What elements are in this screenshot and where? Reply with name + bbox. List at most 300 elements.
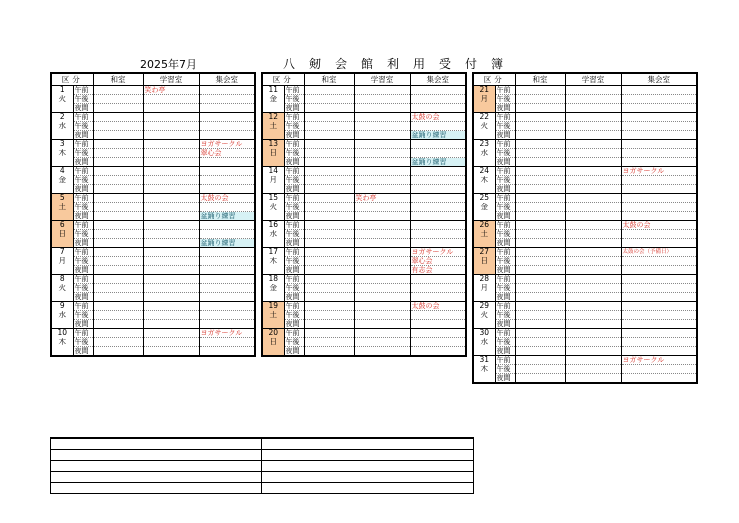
booking-cell-gakushu[interactable] (143, 149, 199, 158)
booking-cell-washitsu[interactable] (93, 140, 143, 149)
booking-cell-washitsu[interactable] (93, 86, 143, 95)
booking-cell-gakushu[interactable] (354, 140, 410, 149)
table-row (51, 266, 255, 275)
booking-cell-shukai[interactable] (199, 230, 255, 239)
booking-cell-gakushu[interactable] (354, 104, 410, 113)
booking-cell-gakushu[interactable] (565, 131, 621, 140)
booking-cell-shukai[interactable] (410, 122, 466, 131)
booking-cell-gakushu[interactable] (354, 338, 410, 347)
day-cell: 29 (473, 302, 495, 311)
booking-cell-shukai[interactable] (199, 221, 255, 230)
booking-cell-washitsu[interactable] (515, 275, 565, 284)
booking-cell-washitsu[interactable] (515, 230, 565, 239)
booking-cell-gakushu[interactable] (565, 86, 621, 95)
booking-cell-shukai[interactable] (199, 266, 255, 275)
booking-cell-gakushu[interactable] (354, 149, 410, 158)
period-label: 午前 (73, 221, 93, 230)
booking-cell-gakushu[interactable] (354, 302, 410, 311)
booking-cell-shukai[interactable]: 太鼓の会 (199, 194, 255, 203)
booking-cell-washitsu[interactable] (93, 176, 143, 185)
booking-cell-gakushu[interactable] (354, 176, 410, 185)
booking-cell-washitsu[interactable] (515, 167, 565, 176)
booking-cell-washitsu[interactable] (304, 266, 354, 275)
booking-cell-gakushu[interactable] (143, 122, 199, 131)
booking-cell-washitsu[interactable] (93, 293, 143, 302)
period-label: 午前 (73, 248, 93, 257)
booking-cell-gakushu[interactable] (354, 248, 410, 257)
booking-cell-shukai[interactable] (199, 311, 255, 320)
booking-cell-washitsu[interactable] (304, 104, 354, 113)
booking-cell-shukai[interactable] (410, 149, 466, 158)
table-row (262, 320, 466, 329)
booking-cell-gakushu[interactable] (565, 374, 621, 384)
booking-cell-washitsu[interactable] (304, 131, 354, 140)
booking-cell-gakushu[interactable] (565, 248, 621, 257)
booking-cell-washitsu[interactable] (93, 185, 143, 194)
booking-cell-washitsu[interactable] (93, 302, 143, 311)
booking-cell-gakushu[interactable] (143, 221, 199, 230)
booking-cell-washitsu[interactable] (93, 104, 143, 113)
booking-cell-shukai[interactable]: 太鼓の会 (410, 113, 466, 122)
booking-cell-washitsu[interactable] (515, 311, 565, 320)
booking-cell-washitsu[interactable] (304, 95, 354, 104)
booking-cell-gakushu[interactable] (354, 329, 410, 338)
booking-cell-shukai[interactable] (621, 329, 697, 338)
booking-cell-washitsu[interactable] (93, 167, 143, 176)
booking-cell-gakushu[interactable] (354, 266, 410, 275)
booking-cell-shukai[interactable] (621, 320, 697, 329)
booking-cell-gakushu[interactable] (565, 302, 621, 311)
table-row (473, 149, 697, 158)
booking-cell-washitsu[interactable] (93, 275, 143, 284)
booking-cell-shukai[interactable] (621, 266, 697, 275)
booking-cell-shukai[interactable] (199, 338, 255, 347)
booking-cell-gakushu[interactable] (565, 338, 621, 347)
booking-cell-shukai[interactable] (199, 293, 255, 302)
booking-cell-gakushu[interactable] (565, 257, 621, 266)
booking-cell-gakushu[interactable] (565, 356, 621, 365)
booking-cell-gakushu[interactable] (143, 257, 199, 266)
booking-cell-shukai[interactable] (621, 293, 697, 302)
booking-cell-gakushu[interactable] (354, 347, 410, 357)
booking-cell-shukai[interactable] (621, 149, 697, 158)
booking-cell-washitsu[interactable] (304, 347, 354, 357)
booking-cell-washitsu[interactable] (304, 158, 354, 167)
booking-cell-gakushu[interactable] (565, 347, 621, 356)
period-label: 午前 (73, 275, 93, 284)
booking-cell-shukai[interactable]: 太鼓の会 (410, 302, 466, 311)
booking-cell-gakushu[interactable] (143, 230, 199, 239)
booking-cell-washitsu[interactable] (515, 374, 565, 384)
booking-cell-shukai[interactable] (621, 131, 697, 140)
booking-cell-gakushu[interactable] (565, 329, 621, 338)
booking-cell-shukai[interactable] (199, 248, 255, 257)
booking-cell-washitsu[interactable] (515, 212, 565, 221)
booking-cell-washitsu[interactable] (304, 329, 354, 338)
booking-cell-washitsu[interactable] (93, 113, 143, 122)
booking-cell-shukai[interactable] (410, 320, 466, 329)
booking-cell-shukai[interactable] (410, 86, 466, 95)
booking-cell-washitsu[interactable] (304, 311, 354, 320)
booking-cell-washitsu[interactable] (93, 239, 143, 248)
period-label: 夜間 (495, 239, 515, 248)
booking-cell-gakushu[interactable] (354, 239, 410, 248)
booking-cell-shukai[interactable]: 太鼓の会（予備日） (621, 248, 697, 257)
booking-cell-gakushu[interactable] (143, 293, 199, 302)
booking-cell-shukai[interactable]: ヨガサークル (621, 356, 697, 365)
booking-cell-washitsu[interactable] (515, 248, 565, 257)
booking-cell-washitsu[interactable] (304, 212, 354, 221)
booking-cell-shukai[interactable] (410, 230, 466, 239)
booking-cell-gakushu[interactable] (565, 113, 621, 122)
booking-cell-gakushu[interactable] (565, 221, 621, 230)
booking-cell-gakushu[interactable] (354, 203, 410, 212)
booking-cell-shukai[interactable] (621, 347, 697, 356)
booking-cell-washitsu[interactable] (304, 257, 354, 266)
booking-cell-shukai[interactable] (621, 338, 697, 347)
booking-cell-shukai[interactable] (410, 221, 466, 230)
booking-cell-shukai[interactable] (410, 104, 466, 113)
booking-cell-gakushu[interactable] (354, 95, 410, 104)
booking-cell-shukai[interactable] (199, 158, 255, 167)
day-cell (51, 320, 73, 329)
booking-cell-shukai[interactable] (410, 140, 466, 149)
day-cell: 火 (473, 311, 495, 320)
period-label: 夜間 (495, 185, 515, 194)
day-cell (262, 320, 284, 329)
booking-cell-gakushu[interactable] (565, 167, 621, 176)
booking-cell-washitsu[interactable] (515, 95, 565, 104)
booking-cell-washitsu[interactable] (515, 194, 565, 203)
booking-cell-gakushu[interactable] (565, 185, 621, 194)
booking-cell-shukai[interactable] (410, 212, 466, 221)
booking-cell-washitsu[interactable] (515, 239, 565, 248)
period-label: 午後 (284, 122, 304, 131)
booking-cell-gakushu[interactable] (354, 113, 410, 122)
booking-cell-shukai[interactable]: 盆踊り練習 (410, 131, 466, 140)
period-label: 夜間 (284, 239, 304, 248)
booking-cell-shukai[interactable] (621, 113, 697, 122)
booking-cell-washitsu[interactable] (304, 86, 354, 95)
booking-cell-shukai[interactable] (199, 86, 255, 95)
booking-cell-gakushu[interactable] (354, 284, 410, 293)
booking-cell-shukai[interactable] (199, 95, 255, 104)
booking-cell-gakushu[interactable] (565, 95, 621, 104)
booking-cell-shukai[interactable] (410, 311, 466, 320)
booking-cell-washitsu[interactable] (515, 86, 565, 95)
booking-cell-washitsu[interactable] (304, 239, 354, 248)
booking-cell-washitsu[interactable] (304, 203, 354, 212)
booking-cell-shukai[interactable] (621, 176, 697, 185)
booking-cell-gakushu[interactable] (354, 167, 410, 176)
booking-cell-shukai[interactable] (410, 239, 466, 248)
booking-cell-washitsu[interactable] (93, 95, 143, 104)
booking-cell-shukai[interactable] (199, 113, 255, 122)
period-label: 夜間 (284, 212, 304, 221)
booking-cell-gakushu[interactable] (565, 239, 621, 248)
booking-cell-washitsu[interactable] (304, 167, 354, 176)
booking-cell-shukai[interactable] (199, 176, 255, 185)
booking-cell-shukai[interactable] (199, 122, 255, 131)
booking-cell-gakushu[interactable] (143, 203, 199, 212)
booking-cell-washitsu[interactable] (515, 284, 565, 293)
booking-cell-gakushu[interactable] (143, 131, 199, 140)
booking-cell-washitsu[interactable] (93, 230, 143, 239)
booking-cell-shukai[interactable] (199, 104, 255, 113)
booking-cell-gakushu[interactable] (565, 320, 621, 329)
booking-cell-washitsu[interactable] (304, 230, 354, 239)
booking-cell-shukai[interactable] (410, 167, 466, 176)
booking-cell-washitsu[interactable] (515, 320, 565, 329)
booking-cell-washitsu[interactable] (93, 320, 143, 329)
booking-cell-shukai[interactable] (410, 338, 466, 347)
booking-cell-washitsu[interactable] (515, 266, 565, 275)
booking-cell-gakushu[interactable] (143, 320, 199, 329)
booking-cell-washitsu[interactable] (304, 221, 354, 230)
booking-cell-gakushu[interactable] (143, 95, 199, 104)
booking-cell-gakushu[interactable] (354, 158, 410, 167)
booking-cell-shukai[interactable] (410, 293, 466, 302)
booking-cell-washitsu[interactable] (93, 257, 143, 266)
booking-cell-shukai[interactable] (199, 131, 255, 140)
booking-cell-gakushu[interactable] (565, 158, 621, 167)
booking-cell-gakushu[interactable] (354, 221, 410, 230)
booking-cell-shukai[interactable] (199, 257, 255, 266)
booking-cell-washitsu[interactable] (515, 329, 565, 338)
booking-cell-gakushu[interactable] (143, 239, 199, 248)
booking-cell-shukai[interactable] (410, 176, 466, 185)
booking-cell-washitsu[interactable] (515, 122, 565, 131)
period-label: 午前 (284, 248, 304, 257)
booking-cell-washitsu[interactable] (515, 176, 565, 185)
booking-cell-gakushu[interactable] (354, 257, 410, 266)
booking-cell-washitsu[interactable] (304, 293, 354, 302)
booking-cell-gakushu[interactable] (354, 131, 410, 140)
booking-cell-washitsu[interactable] (515, 356, 565, 365)
booking-cell-washitsu[interactable] (304, 302, 354, 311)
booking-cell-washitsu[interactable] (515, 113, 565, 122)
booking-cell-gakushu[interactable] (565, 275, 621, 284)
booking-cell-gakushu[interactable] (143, 329, 199, 338)
booking-cell-shukai[interactable] (410, 275, 466, 284)
booking-cell-gakushu[interactable] (565, 203, 621, 212)
booking-cell-gakushu[interactable] (354, 230, 410, 239)
booking-cell-washitsu[interactable] (515, 347, 565, 356)
booking-cell-gakushu[interactable] (143, 185, 199, 194)
booking-cell-shukai[interactable] (621, 203, 697, 212)
booking-cell-shukai[interactable] (199, 275, 255, 284)
booking-cell-gakushu[interactable] (565, 266, 621, 275)
booking-cell-washitsu[interactable] (304, 284, 354, 293)
booking-cell-gakushu[interactable]: 笑わ亭 (143, 86, 199, 95)
booking-cell-washitsu[interactable] (304, 248, 354, 257)
booking-cell-gakushu[interactable] (143, 338, 199, 347)
day-cell (262, 239, 284, 248)
booking-cell-washitsu[interactable] (93, 329, 143, 338)
booking-cell-washitsu[interactable] (515, 140, 565, 149)
booking-cell-washitsu[interactable] (93, 194, 143, 203)
booking-cell-washitsu[interactable] (515, 203, 565, 212)
booking-cell-washitsu[interactable] (515, 293, 565, 302)
booking-cell-washitsu[interactable] (304, 176, 354, 185)
booking-cell-washitsu[interactable] (515, 131, 565, 140)
booking-cell-shukai[interactable] (621, 185, 697, 194)
booking-cell-shukai[interactable]: 盆踊り練習 (199, 212, 255, 221)
booking-cell-shukai[interactable] (621, 95, 697, 104)
booking-cell-gakushu[interactable] (143, 347, 199, 357)
booking-cell-washitsu[interactable] (93, 149, 143, 158)
booking-cell-gakushu[interactable] (143, 212, 199, 221)
booking-cell-gakushu[interactable] (143, 158, 199, 167)
booking-cell-shukai[interactable] (410, 347, 466, 357)
booking-cell-gakushu[interactable] (565, 149, 621, 158)
booking-cell-shukai[interactable] (621, 302, 697, 311)
booking-cell-washitsu[interactable] (304, 194, 354, 203)
booking-cell-gakushu[interactable] (143, 176, 199, 185)
booking-cell-gakushu[interactable] (143, 113, 199, 122)
booking-cell-washitsu[interactable] (304, 338, 354, 347)
booking-cell-gakushu[interactable] (354, 275, 410, 284)
booking-cell-washitsu[interactable] (93, 221, 143, 230)
booking-cell-shukai[interactable] (621, 140, 697, 149)
booking-cell-washitsu[interactable] (93, 131, 143, 140)
booking-cell-gakushu[interactable] (354, 86, 410, 95)
booking-cell-washitsu[interactable] (304, 140, 354, 149)
booking-cell-washitsu[interactable] (515, 338, 565, 347)
booking-cell-shukai[interactable]: ヨガサークル (199, 140, 255, 149)
booking-cell-gakushu[interactable] (143, 302, 199, 311)
booking-cell-washitsu[interactable] (93, 203, 143, 212)
booking-cell-washitsu[interactable] (515, 149, 565, 158)
booking-cell-washitsu[interactable] (515, 158, 565, 167)
booking-cell-shukai[interactable] (621, 275, 697, 284)
booking-cell-shukai[interactable] (621, 230, 697, 239)
booking-cell-shukai[interactable] (410, 95, 466, 104)
booking-cell-washitsu[interactable] (304, 275, 354, 284)
booking-cell-washitsu[interactable] (93, 122, 143, 131)
booking-cell-shukai[interactable] (621, 311, 697, 320)
booking-cell-shukai[interactable] (621, 212, 697, 221)
booking-cell-gakushu[interactable] (565, 176, 621, 185)
booking-cell-washitsu[interactable] (93, 212, 143, 221)
booking-cell-gakushu[interactable] (565, 365, 621, 374)
booking-cell-gakushu[interactable] (565, 284, 621, 293)
booking-cell-shukai[interactable] (621, 365, 697, 374)
booking-cell-shukai[interactable] (621, 122, 697, 131)
booking-cell-shukai[interactable]: 盆踊り練習 (410, 158, 466, 167)
booking-cell-shukai[interactable] (621, 158, 697, 167)
booking-cell-shukai[interactable] (410, 185, 466, 194)
booking-cell-washitsu[interactable] (515, 185, 565, 194)
booking-cell-washitsu[interactable] (304, 113, 354, 122)
booking-cell-shukai[interactable] (199, 284, 255, 293)
booking-cell-gakushu[interactable] (354, 122, 410, 131)
booking-cell-gakushu[interactable] (565, 311, 621, 320)
booking-cell-gakushu[interactable] (354, 320, 410, 329)
booking-cell-gakushu[interactable] (565, 122, 621, 131)
booking-cell-washitsu[interactable] (304, 122, 354, 131)
booking-cell-shukai[interactable] (410, 194, 466, 203)
booking-cell-shukai[interactable]: 有志会 (410, 266, 466, 275)
booking-cell-shukai[interactable]: 太鼓の会 (621, 221, 697, 230)
booking-cell-shukai[interactable] (199, 167, 255, 176)
booking-cell-shukai[interactable] (621, 86, 697, 95)
booking-cell-gakushu[interactable] (143, 248, 199, 257)
booking-cell-gakushu[interactable] (143, 194, 199, 203)
booking-cell-gakushu[interactable] (354, 212, 410, 221)
table-row (262, 176, 466, 185)
booking-cell-shukai[interactable] (621, 104, 697, 113)
booking-cell-gakushu[interactable]: 笑わ亭 (354, 194, 410, 203)
booking-cell-shukai[interactable] (410, 203, 466, 212)
booking-cell-washitsu[interactable] (515, 104, 565, 113)
day-cell: 20 (262, 329, 284, 338)
booking-cell-shukai[interactable] (199, 302, 255, 311)
booking-cell-shukai[interactable] (199, 320, 255, 329)
booking-cell-shukai[interactable] (199, 185, 255, 194)
booking-cell-shukai[interactable] (199, 347, 255, 357)
booking-cell-shukai[interactable] (621, 374, 697, 384)
booking-cell-shukai[interactable]: 盆踊り練習 (199, 239, 255, 248)
booking-cell-shukai[interactable] (621, 239, 697, 248)
booking-cell-shukai[interactable]: ヨガサークル (410, 248, 466, 257)
booking-cell-shukai[interactable] (621, 284, 697, 293)
booking-cell-gakushu[interactable] (143, 275, 199, 284)
booking-cell-washitsu[interactable] (515, 221, 565, 230)
booking-cell-gakushu[interactable] (354, 311, 410, 320)
booking-cell-washitsu[interactable] (93, 266, 143, 275)
booking-cell-gakushu[interactable] (143, 266, 199, 275)
booking-cell-washitsu[interactable] (304, 185, 354, 194)
booking-cell-washitsu[interactable] (93, 338, 143, 347)
booking-cell-shukai[interactable] (621, 194, 697, 203)
booking-cell-gakushu[interactable] (565, 104, 621, 113)
booking-cell-gakushu[interactable] (143, 284, 199, 293)
booking-cell-gakushu[interactable] (565, 140, 621, 149)
booking-cell-washitsu[interactable] (515, 257, 565, 266)
booking-cell-gakushu[interactable] (565, 194, 621, 203)
booking-cell-gakushu[interactable] (354, 185, 410, 194)
booking-cell-shukai[interactable]: 翠心会 (199, 149, 255, 158)
booking-cell-washitsu[interactable] (93, 248, 143, 257)
booking-cell-shukai[interactable] (410, 284, 466, 293)
booking-cell-shukai[interactable]: 翠心会 (410, 257, 466, 266)
booking-cell-gakushu[interactable] (143, 104, 199, 113)
booking-cell-washitsu[interactable] (93, 158, 143, 167)
booking-cell-gakushu[interactable] (143, 140, 199, 149)
booking-cell-gakushu[interactable] (565, 230, 621, 239)
booking-cell-shukai[interactable] (199, 203, 255, 212)
booking-cell-shukai[interactable]: ヨガサークル (199, 329, 255, 338)
booking-cell-washitsu[interactable] (515, 365, 565, 374)
booking-cell-shukai[interactable] (410, 329, 466, 338)
booking-cell-washitsu[interactable] (304, 149, 354, 158)
booking-cell-washitsu[interactable] (515, 302, 565, 311)
day-cell: 水 (473, 338, 495, 347)
booking-cell-gakushu[interactable] (565, 293, 621, 302)
booking-cell-washitsu[interactable] (93, 284, 143, 293)
booking-cell-gakushu[interactable] (354, 293, 410, 302)
booking-cell-shukai[interactable]: ヨガサークル (621, 167, 697, 176)
booking-cell-washitsu[interactable] (93, 311, 143, 320)
booking-cell-gakushu[interactable] (143, 311, 199, 320)
table-row (51, 86, 255, 95)
booking-cell-shukai[interactable] (621, 257, 697, 266)
booking-cell-gakushu[interactable] (565, 212, 621, 221)
booking-cell-washitsu[interactable] (93, 347, 143, 357)
booking-cell-washitsu[interactable] (304, 320, 354, 329)
booking-cell-gakushu[interactable] (143, 167, 199, 176)
